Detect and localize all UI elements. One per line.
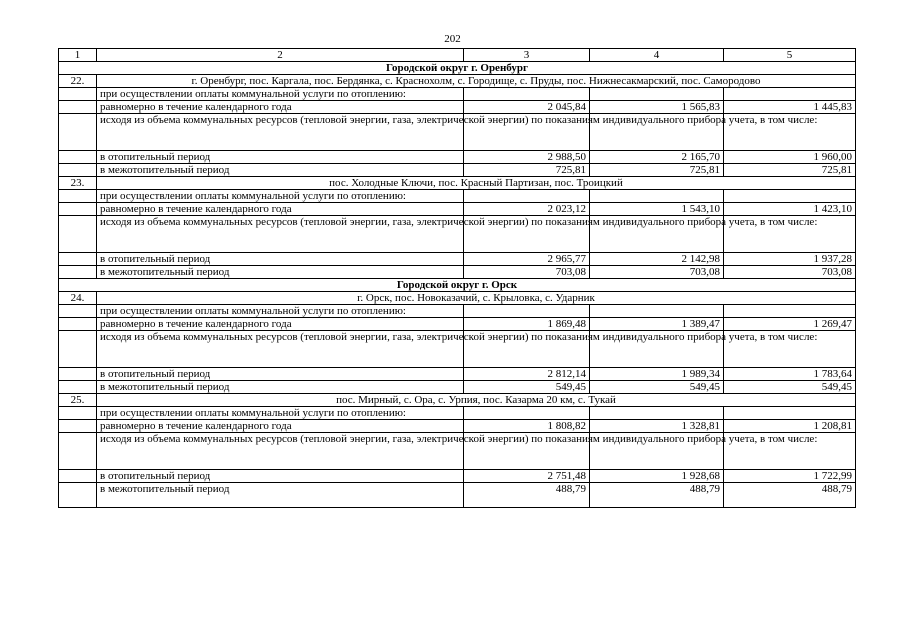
empty-cell bbox=[724, 88, 856, 101]
column-number-cell: 3 bbox=[464, 49, 590, 62]
empty-cell bbox=[724, 190, 856, 203]
empty-cell bbox=[59, 470, 97, 483]
row-label: исходя из объема коммунальных ресурсов (тепловой энергии, газа, электрической энергии) по показаниям индивидуального прибора учета, в том числе: bbox=[97, 331, 464, 368]
value-cell: 2 165,70 bbox=[590, 151, 724, 164]
value-cell: 549,45 bbox=[590, 381, 724, 394]
value-cell: 1 808,82 bbox=[464, 420, 590, 433]
value-cell: 1 937,28 bbox=[724, 253, 856, 266]
section-heading: Городской округ г. Орск bbox=[59, 279, 856, 292]
empty-cell bbox=[59, 114, 97, 151]
value-cell: 488,79 bbox=[464, 483, 590, 508]
value-cell: 1 543,10 bbox=[590, 203, 724, 216]
column-number-row bbox=[59, 49, 856, 62]
locality-name: г. Оренбург, пос. Каргала, пос. Бердянка, с. Краснохолм, с. Городище, с. Пруды, пос. Нижнесакмарский, пос. Самородово bbox=[97, 75, 856, 88]
empty-cell bbox=[724, 407, 856, 420]
value-cell: 1 269,47 bbox=[724, 318, 856, 331]
table-row bbox=[59, 470, 856, 483]
row-label: в отопительный период bbox=[97, 368, 464, 381]
value-cell: 1 423,10 bbox=[724, 203, 856, 216]
value-cell: 1 565,83 bbox=[590, 101, 724, 114]
row-label: исходя из объема коммунальных ресурсов (тепловой энергии, газа, электрической энергии) по показаниям индивидуального прибора учета, в том числе: bbox=[97, 216, 464, 253]
empty-cell bbox=[59, 407, 97, 420]
value-cell: 725,81 bbox=[590, 164, 724, 177]
row-label: при осуществлении оплаты коммунальной услуги по отоплению: bbox=[97, 88, 464, 101]
table-row bbox=[59, 407, 856, 420]
empty-cell bbox=[59, 164, 97, 177]
value-cell: 1 989,34 bbox=[590, 368, 724, 381]
value-cell: 1 445,83 bbox=[724, 101, 856, 114]
empty-cell bbox=[59, 381, 97, 394]
table-row bbox=[59, 266, 856, 279]
empty-cell bbox=[59, 305, 97, 318]
empty-cell bbox=[590, 305, 724, 318]
value-cell: 2 988,50 bbox=[464, 151, 590, 164]
row-label: равномерно в течение календарного года bbox=[97, 318, 464, 331]
locality-row bbox=[59, 394, 856, 407]
value-cell: 2 045,84 bbox=[464, 101, 590, 114]
table-row bbox=[59, 164, 856, 177]
empty-cell bbox=[59, 101, 97, 114]
value-cell: 725,81 bbox=[724, 164, 856, 177]
table-row bbox=[59, 368, 856, 381]
row-label: в межотопительный период bbox=[97, 381, 464, 394]
row-label: при осуществлении оплаты коммунальной услуги по отоплению: bbox=[97, 407, 464, 420]
empty-cell bbox=[590, 407, 724, 420]
table-row bbox=[59, 381, 856, 394]
locality-row bbox=[59, 292, 856, 305]
row-label: равномерно в течение календарного года bbox=[97, 101, 464, 114]
value-cell: 703,08 bbox=[724, 266, 856, 279]
table-row bbox=[59, 151, 856, 164]
locality-row bbox=[59, 177, 856, 190]
empty-cell bbox=[59, 331, 97, 368]
value-cell: 1 389,47 bbox=[590, 318, 724, 331]
value-cell: 703,08 bbox=[590, 266, 724, 279]
table-row bbox=[59, 483, 856, 508]
value-cell: 1 928,68 bbox=[590, 470, 724, 483]
locality-name: пос. Холодные Ключи, пос. Красный Партизан, пос. Троицкий bbox=[97, 177, 856, 190]
tariff-table bbox=[58, 48, 856, 508]
column-number-cell: 4 bbox=[590, 49, 724, 62]
section-heading-row bbox=[59, 62, 856, 75]
value-cell: 2 751,48 bbox=[464, 470, 590, 483]
locality-row bbox=[59, 75, 856, 88]
row-label: в межотопительный период bbox=[97, 266, 464, 279]
empty-cell bbox=[59, 420, 97, 433]
value-cell: 703,08 bbox=[464, 266, 590, 279]
value-cell: 549,45 bbox=[464, 381, 590, 394]
locality-name: пос. Мирный, с. Ора, с. Урпия, пос. Казарма 20 км, с. Тукай bbox=[97, 394, 856, 407]
empty-cell bbox=[59, 266, 97, 279]
value-cell: 2 965,77 bbox=[464, 253, 590, 266]
empty-cell bbox=[59, 190, 97, 203]
table-row bbox=[59, 216, 856, 253]
row-label: в отопительный период bbox=[97, 253, 464, 266]
row-number: 22. bbox=[59, 75, 97, 88]
table-row bbox=[59, 114, 856, 151]
section-heading-row bbox=[59, 279, 856, 292]
empty-cell bbox=[59, 433, 97, 470]
page-number: 202 bbox=[444, 33, 461, 45]
value-cell: 1 783,64 bbox=[724, 368, 856, 381]
value-cell: 549,45 bbox=[724, 381, 856, 394]
empty-cell bbox=[59, 483, 97, 508]
value-cell: 1 869,48 bbox=[464, 318, 590, 331]
row-label: в межотопительный период bbox=[97, 164, 464, 177]
empty-cell bbox=[590, 190, 724, 203]
column-number-cell: 5 bbox=[724, 49, 856, 62]
value-cell: 488,79 bbox=[590, 483, 724, 508]
empty-cell bbox=[59, 203, 97, 216]
table-row bbox=[59, 88, 856, 101]
value-cell: 2 023,12 bbox=[464, 203, 590, 216]
empty-cell bbox=[59, 216, 97, 253]
empty-cell bbox=[464, 407, 590, 420]
row-label: исходя из объема коммунальных ресурсов (тепловой энергии, газа, электрической энергии) по показаниям индивидуального прибора учета, в том числе: bbox=[97, 433, 464, 470]
empty-cell bbox=[464, 88, 590, 101]
empty-cell bbox=[590, 88, 724, 101]
empty-cell bbox=[59, 253, 97, 266]
value-cell: 725,81 bbox=[464, 164, 590, 177]
table-row bbox=[59, 101, 856, 114]
row-label: исходя из объема коммунальных ресурсов (тепловой энергии, газа, электрической энергии) по показаниям индивидуального прибора учета, в том числе: bbox=[97, 114, 464, 151]
table-row bbox=[59, 305, 856, 318]
empty-cell bbox=[464, 305, 590, 318]
column-number-cell: 1 bbox=[59, 49, 97, 62]
value-cell: 1 208,81 bbox=[724, 420, 856, 433]
value-cell: 1 960,00 bbox=[724, 151, 856, 164]
empty-cell bbox=[464, 190, 590, 203]
table-row bbox=[59, 253, 856, 266]
row-label: при осуществлении оплаты коммунальной услуги по отоплению: bbox=[97, 190, 464, 203]
row-label: в отопительный период bbox=[97, 151, 464, 164]
table-row bbox=[59, 420, 856, 433]
empty-cell bbox=[59, 368, 97, 381]
column-number-cell: 2 bbox=[97, 49, 464, 62]
value-cell: 1 328,81 bbox=[590, 420, 724, 433]
section-heading: Городской округ г. Оренбург bbox=[59, 62, 856, 75]
row-label: равномерно в течение календарного года bbox=[97, 420, 464, 433]
empty-cell bbox=[724, 305, 856, 318]
value-cell: 1 722,99 bbox=[724, 470, 856, 483]
table-row bbox=[59, 203, 856, 216]
table-row bbox=[59, 331, 856, 368]
row-label: в межотопительный период bbox=[97, 483, 464, 508]
table-row bbox=[59, 190, 856, 203]
row-number: 24. bbox=[59, 292, 97, 305]
empty-cell bbox=[59, 88, 97, 101]
row-number: 25. bbox=[59, 394, 97, 407]
value-cell: 488,79 bbox=[724, 483, 856, 508]
value-cell: 2 142,98 bbox=[590, 253, 724, 266]
table-row bbox=[59, 318, 856, 331]
row-label: в отопительный период bbox=[97, 470, 464, 483]
empty-cell bbox=[59, 151, 97, 164]
table-row bbox=[59, 433, 856, 470]
row-label: при осуществлении оплаты коммунальной услуги по отоплению: bbox=[97, 305, 464, 318]
row-label: равномерно в течение календарного года bbox=[97, 203, 464, 216]
value-cell: 2 812,14 bbox=[464, 368, 590, 381]
locality-name: г. Орск, пос. Новоказачий, с. Крыловка, с. Ударник bbox=[97, 292, 856, 305]
empty-cell bbox=[59, 318, 97, 331]
row-number: 23. bbox=[59, 177, 97, 190]
